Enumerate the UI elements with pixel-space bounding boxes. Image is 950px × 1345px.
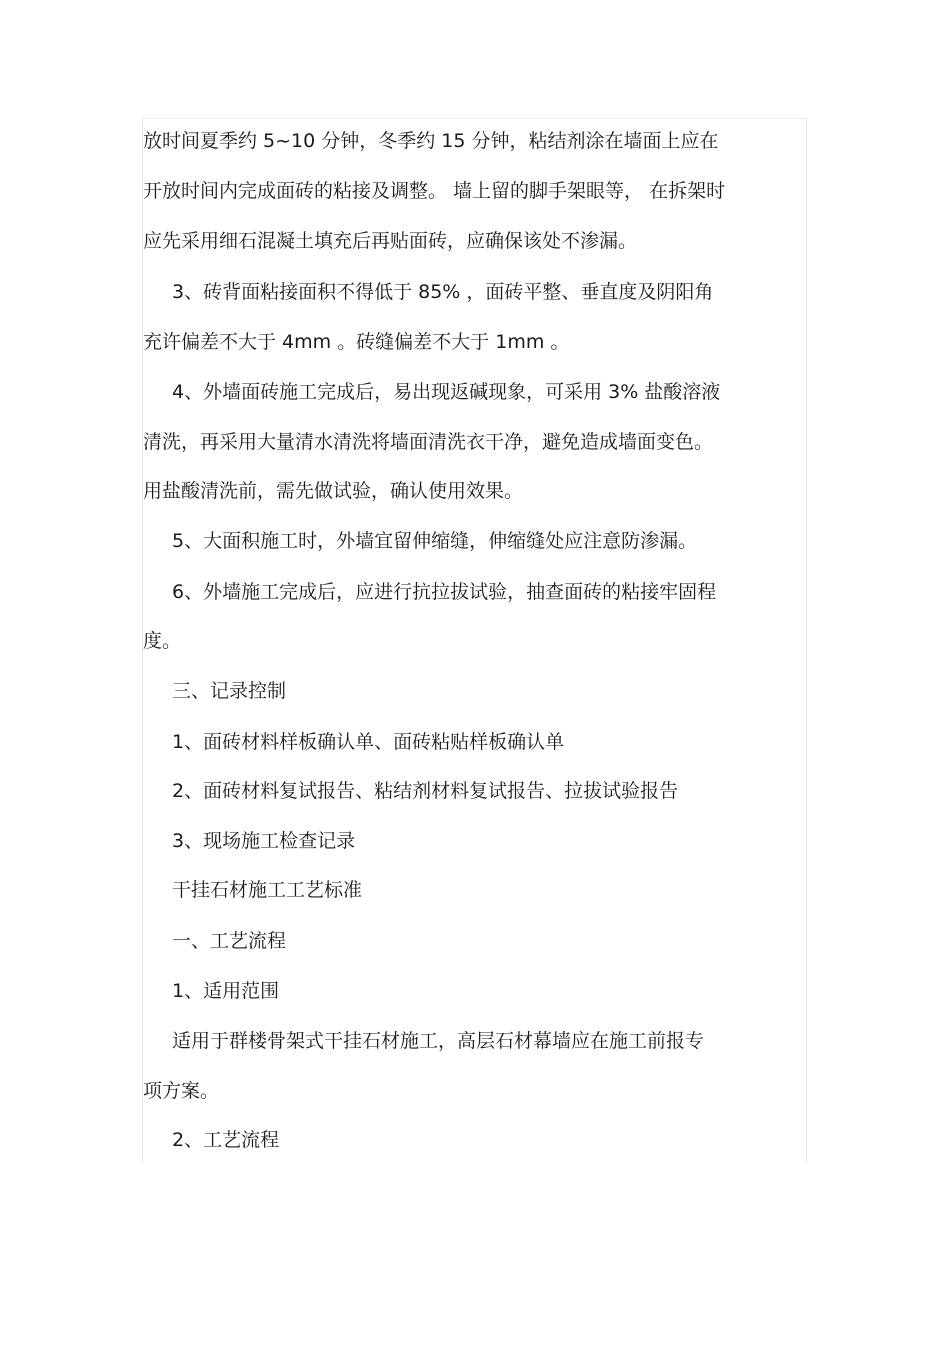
text-line-1: 放时间夏季约 5~10 分钟，冬季约 15 分钟，粘结剂涂在墙面上应在 (143, 130, 719, 152)
section-heading-process: 一、工艺流程 (172, 930, 287, 952)
document-title: 干挂石材施工工艺标准 (172, 879, 363, 901)
subheading-flow: 2、工艺流程 (172, 1129, 280, 1151)
text-line-3: 应先采用细石混凝土填充后再贴面砖，应确保该处不渗漏。 (143, 230, 638, 252)
text-line-4: 3、砖背面粘接面积不得低于 85% ，面砖平整、垂直度及阴阳角 (172, 281, 714, 303)
page-frame (142, 118, 807, 1163)
text-line-7: 清洗，再采用大量清水清洗将墙面清洗衣干净，避免造成墙面变色。 (143, 431, 714, 453)
text-line-8: 用盐酸清洗前，需先做试验，确认使用效果。 (143, 480, 524, 502)
subheading-scope: 1、适用范围 (172, 980, 280, 1002)
section-heading-records: 三、记录控制 (172, 680, 287, 702)
text-line-2: 开放时间内完成面砖的粘接及调整。 墙上留的脚手架眼等， 在拆架时 (143, 180, 726, 202)
text-line-14: 2、面砖材料复试报告、粘结剂材料复试报告、拉拔试验报告 (172, 780, 679, 802)
text-line-19: 适用于群楼骨架式干挂石材施工，高层石材幕墙应在施工前报专 (172, 1030, 705, 1052)
text-line-20: 项方案。 (143, 1080, 220, 1102)
text-line-5: 充许偏差不大于 4mm 。砖缝偏差不大于 1mm 。 (143, 331, 570, 353)
text-line-6: 4、外墙面砖施工完成后，易出现返碱现象，可采用 3% 盐酸溶液 (172, 381, 721, 403)
text-line-10: 6、外墙施工完成后，应进行抗拉拔试验，抽查面砖的粘接牢固程 (172, 581, 717, 603)
text-line-11: 度。 (143, 630, 182, 652)
text-line-13: 1、面砖材料样板确认单、面砖粘贴样板确认单 (172, 731, 565, 753)
text-line-9: 5、大面积施工时，外墙宜留伸缩缝，伸缩缝处应注意防渗漏。 (172, 530, 698, 552)
text-line-15: 3、现场施工检查记录 (172, 830, 356, 852)
